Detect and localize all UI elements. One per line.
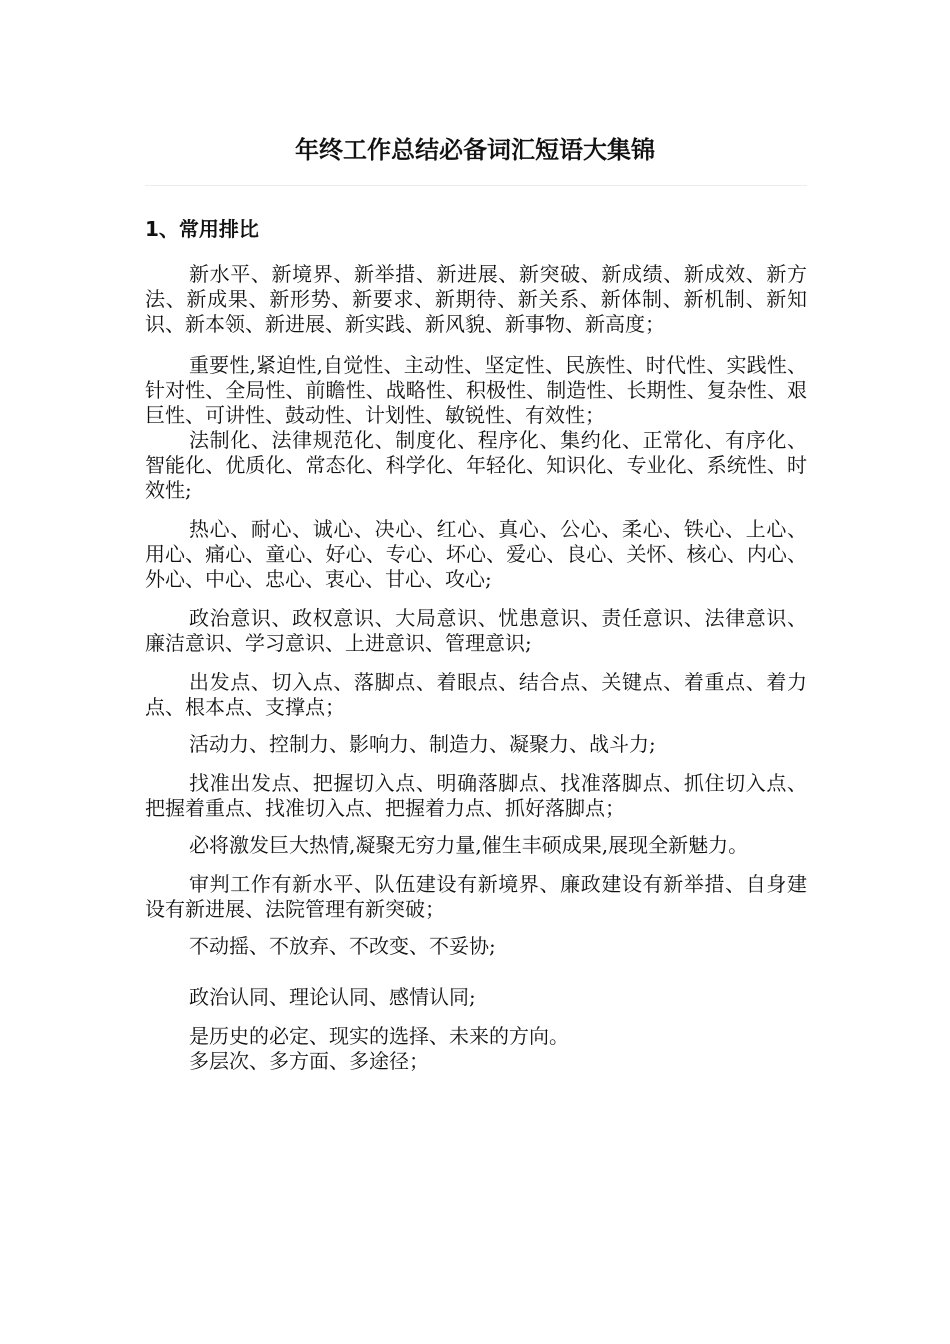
paragraph-xin-terms: 热心、耐心、诚心、决心、红心、真心、公心、柔心、铁心、上心、用心、痛心、童心、好心、专心、坏心、爱心、良心、关怀、核心、内心、外心、中心、忠心、衷心、甘心、攻心; bbox=[145, 517, 807, 591]
paragraph-xing-terms: 重要性,紧迫性,自觉性、主动性、坚定性、民族性、时代性、实践性、针对性、全局性、前瞻性、战略性、积极性、制造性、长期性、复杂性、艰巨性、可讲性、鼓动性、计划性、敏锐性、有效性； bbox=[145, 353, 807, 427]
title-divider bbox=[145, 185, 807, 186]
paragraph-steadfast: 不动摇、不放弃、不改变、不妥协; bbox=[189, 934, 496, 958]
paragraph-multi-level: 多层次、多方面、多途径； bbox=[189, 1049, 429, 1073]
paragraph-recognition: 政治认同、理论认同、感情认同; bbox=[189, 985, 476, 1009]
paragraph-hua-terms: 法制化、法律规范化、制度化、程序化、集约化、正常化、有序化、智能化、优质化、常态化、科学化、年轻化、知识化、专业化、系统性、时效性; bbox=[145, 428, 807, 502]
paragraph-history: 是历史的必定、现实的选择、未来的方向。 bbox=[189, 1024, 569, 1048]
paragraph-focus-phrases: 找准出发点、把握切入点、明确落脚点、找准落脚点、抓住切入点、把握着重点、找准切入点、把握着力点、抓好落脚点； bbox=[145, 771, 807, 820]
document-title: 年终工作总结必备词汇短语大集锦 bbox=[295, 136, 655, 164]
paragraph-motivation: 必将激发巨大热情,凝聚无穷力量,催生丰硕成果,展现全新魅力。 bbox=[189, 833, 749, 857]
paragraph-awareness-terms: 政治意识、政权意识、大局意识、忧患意识、责任意识、法律意识、廉洁意识、学习意识、上进意识、管理意识; bbox=[145, 606, 807, 655]
paragraph-force-terms: 活动力、控制力、影响力、制造力、凝聚力、战斗力; bbox=[189, 732, 656, 756]
document-body bbox=[145, 262, 807, 1074]
paragraph-point-terms: 出发点、切入点、落脚点、着眼点、结合点、关键点、着重点、着力点、根本点、支撑点； bbox=[145, 670, 807, 719]
paragraph-court-work: 审判工作有新水平、队伍建设有新境界、廉政建设有新举措、自身建设有新进展、法院管理有新突破； bbox=[145, 872, 807, 921]
paragraph-new-terms: 新水平、新境界、新举措、新进展、新突破、新成绩、新成效、新方法、新成果、新形势、新要求、新期待、新关系、新体制、新机制、新知识、新本领、新进展、新实践、新风貌、新事物、新高度； bbox=[145, 262, 807, 336]
section-heading: 1、常用排比 bbox=[145, 217, 259, 241]
